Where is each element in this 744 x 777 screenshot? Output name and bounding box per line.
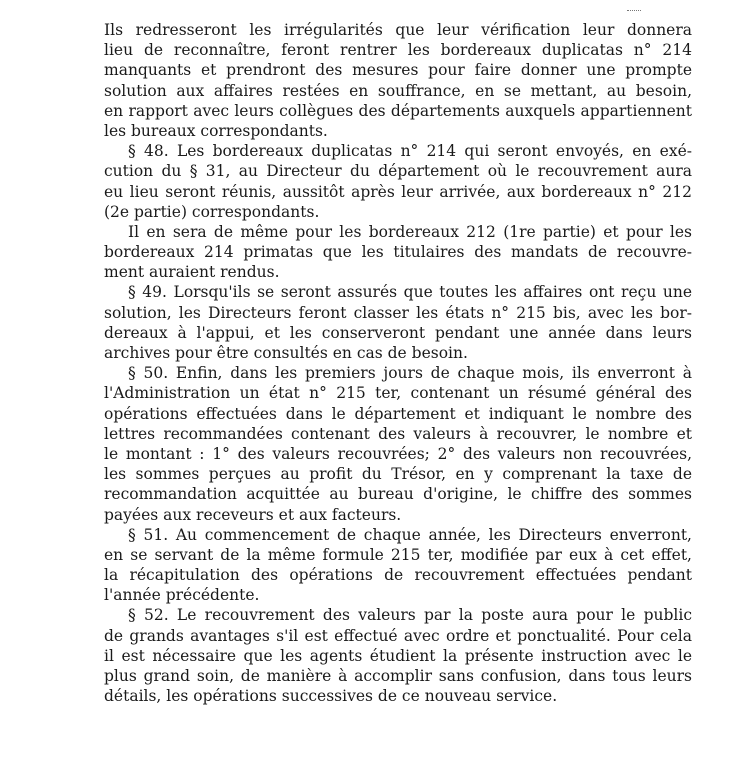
text-line: les sommes perçues au profit du Trésor, en y comprenant la taxe de (104, 465, 692, 484)
text-line: solution aux affaires restées en souffrance, en se mettant, au besoin, (104, 81, 692, 100)
paragraph-p3 (104, 222, 692, 283)
text-line: l'année précédente. (104, 586, 260, 605)
text-line: plus grand soin, de manière à accomplir sans confusion, dans tous leurs (104, 667, 692, 685)
text-line: en rapport avec leurs collègues des départements auxquels appartiennent (104, 101, 692, 120)
text-line: lieu de reconnaître, feront rentrer les bordereaux duplicatas n° 214 (104, 41, 692, 60)
text-line: solution, les Directeurs feront classer les états n° 215 bis, avec les bor- (104, 303, 692, 322)
text-line: la récapitulation des opérations de recouvrement effectuées pendant (104, 566, 692, 585)
text-line: il est nécessaire que les agents étudient la présente instruction avec le (104, 646, 692, 665)
page-mark (627, 10, 641, 13)
text-line: manquants et prendront des mesures pour faire donner une prompte (104, 61, 692, 80)
text-line: dereaux à l'appui, et les conserveront pendant une année dans leurs (104, 323, 692, 342)
text-line: l'Administration un état n° 215 ter, contenant un résumé général des (104, 384, 692, 403)
text-line: § 48. Les bordereaux duplicatas n° 214 qui seront envoyés, en exé- (128, 142, 692, 161)
paragraph-p4 (104, 282, 692, 363)
text-line: lettres recommandées contenant des valeurs à recouvrer, le nombre et (104, 424, 692, 443)
text-line: § 50. Enfin, dans les premiers jours de chaque mois, ils enverront à (128, 364, 692, 383)
paragraph-p7 (104, 605, 692, 706)
text-line: bordereaux 214 primatas que les titulaires des mandats de recouvre- (104, 243, 692, 262)
text-line: détails, les opérations successives de ce nouveau service. (104, 687, 558, 706)
paragraph-p1 (104, 20, 692, 141)
text-line: archives pour être consultés en cas de besoin. (104, 344, 468, 362)
paragraph-p6 (104, 525, 692, 606)
text-line: opérations effectuées dans le département et indiquant le nombre des (104, 404, 692, 423)
text-line: le montant : 1° des valeurs recouvrées; 2° des valeurs non recouvrées, (104, 444, 692, 463)
text-line: cution du § 31, au Directeur du département où le recouvrement aura (104, 162, 692, 181)
text-line: § 51. Au commencement de chaque année, les Directeurs enverront, (128, 525, 692, 544)
paragraph-p5 (104, 363, 692, 525)
text-line: recommandation acquittée au bureau d'origine, le chiffre des sommes (104, 485, 692, 504)
text-line: de grands avantages s'il est effectué avec ordre et ponctualité. Pour cela (104, 626, 692, 645)
document-body (104, 20, 692, 706)
text-line: les bureaux correspondants. (104, 121, 328, 140)
text-line: § 52. Le recouvrement des valeurs par la poste aura pour le public (128, 606, 692, 625)
text-line: Il en sera de même pour les bordereaux 212 (1re partie) et pour les (128, 222, 692, 241)
text-line: en se servant de la même formule 215 ter, modifiée par eux à cet effet, (104, 545, 692, 564)
paragraph-p2 (104, 141, 692, 222)
text-line: payées aux receveurs et aux facteurs. (104, 505, 402, 524)
text-line: Ils redresseront les irrégularités que leur vérification leur donnera (104, 21, 692, 39)
text-line: ment auraient rendus. (104, 263, 280, 282)
text-line: (2e partie) correspondants. (104, 202, 320, 221)
text-line: § 49. Lorsqu'ils se seront assurés que toutes les affaires ont reçu une (128, 283, 692, 302)
text-line: eu lieu seront réunis, aussitôt après leur arrivée, aux bordereaux n° 212 (104, 182, 692, 201)
